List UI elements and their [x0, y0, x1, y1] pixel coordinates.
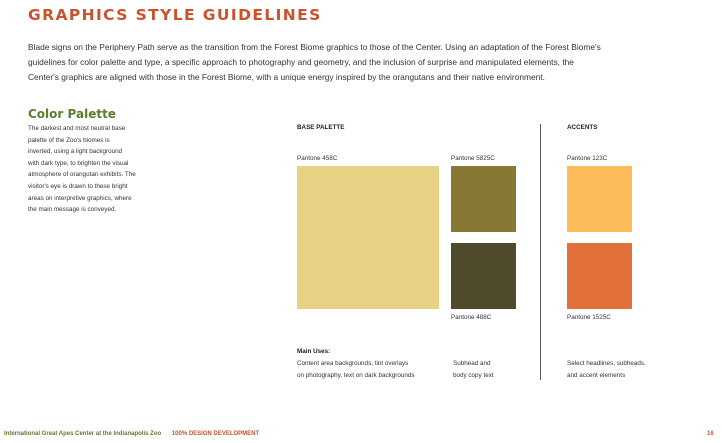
swatch-458	[297, 166, 439, 309]
main-uses-heading: Main Uses:	[297, 348, 331, 355]
description-line: palette of the Zoo's biomes is	[28, 136, 110, 144]
description-line: atmosphere of orangutan exhibits. The	[28, 171, 136, 179]
use-line: body copy text	[453, 371, 494, 379]
use-line: Content area backgrounds, tint overlays	[297, 360, 409, 367]
column-divider	[540, 124, 541, 380]
intro-line: guidelines for color palette and type, a specific approach to photography and geometry, and the inclusion of surprise and manipulated elements, the	[28, 57, 574, 67]
page-title: GRAPHICS STYLE GUIDELINES	[28, 6, 322, 24]
main-uses-subhead	[453, 358, 494, 381]
swatch-label-488: Pantone 488C	[451, 314, 492, 321]
swatch-label-1525: Pantone 1525C	[567, 314, 611, 321]
use-line: and accent elements	[567, 371, 626, 379]
footer-left	[4, 431, 259, 437]
main-uses-base	[297, 358, 415, 381]
color-palette-description	[28, 123, 150, 216]
base-palette-label: BASE PALETTE	[297, 124, 345, 131]
use-line: Subhead and	[453, 360, 491, 367]
swatch-label-5825: Pantone 5825C	[451, 155, 495, 162]
swatch-123	[567, 166, 632, 232]
main-uses-accents	[567, 358, 646, 381]
swatch-label-123: Pantone 123C	[567, 155, 608, 162]
swatch-1525	[567, 243, 632, 309]
footer-status: 100% DESIGN DEVELOPMENT	[171, 431, 260, 437]
color-palette-heading: Color Palette	[28, 107, 116, 121]
swatch-5825	[451, 166, 516, 232]
description-line: The darkest and most neutral base	[28, 125, 126, 132]
description-line: inverted, using a light background	[28, 148, 123, 156]
description-line: with dark type, to brighten the visual	[28, 159, 129, 167]
use-line: on photography, text on dark backgrounds	[297, 371, 415, 379]
page-number: 16	[707, 431, 714, 437]
swatch-488	[451, 243, 516, 309]
intro-line: Center's graphics are aligned with those in the Forest Biome, with a unique energy inspired by the orangutans and their native environment.	[28, 72, 545, 82]
description-line: areas on interpretive graphics, where	[28, 194, 132, 202]
use-line: Select headlines, subheads,	[567, 360, 646, 367]
accents-label: ACCENTS	[567, 124, 598, 131]
footer-organization: International Great Apes Center at the Indianapolis Zoo	[4, 431, 162, 437]
intro-line: Blade signs on the Periphery Path serve as the transition from the Forest Biome graphics to those of the Center. Using an adaptation of the Forest Biome's	[28, 42, 601, 52]
intro-paragraph	[28, 40, 700, 85]
description-line: visitor's eye is drawn to these bright	[28, 182, 128, 190]
description-line: the main message is conveyed.	[28, 206, 117, 214]
swatch-label-458: Pantone 458C	[297, 155, 338, 162]
